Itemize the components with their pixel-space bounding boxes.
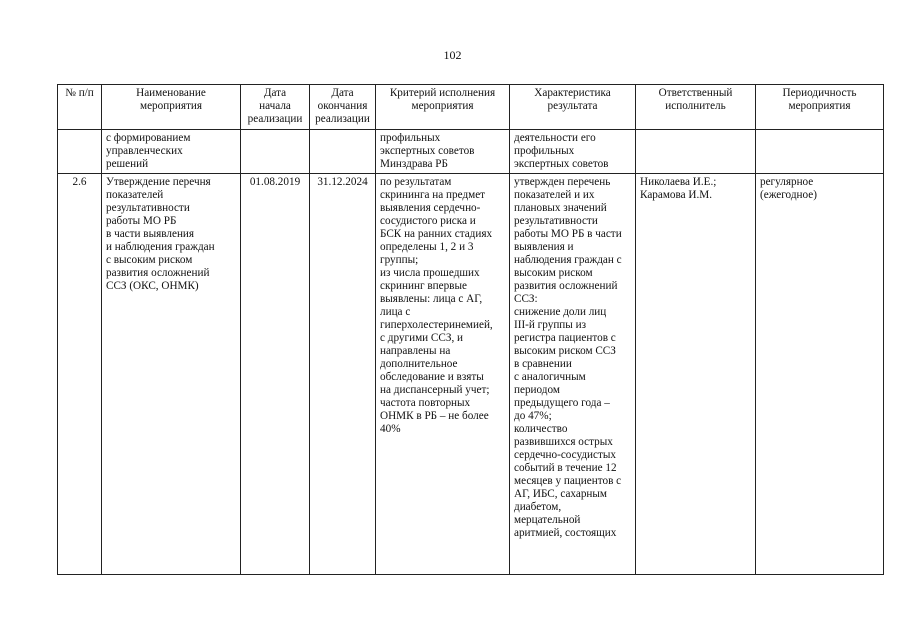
text-line: определены 1, 2 и 3 bbox=[380, 241, 474, 253]
text-line: аритмией, состоящих bbox=[514, 527, 617, 539]
text-line: решений bbox=[106, 158, 149, 170]
text-line: ССЗ: bbox=[514, 293, 538, 305]
header-event-name bbox=[102, 85, 241, 130]
text-line: исполнитель bbox=[665, 100, 726, 112]
text-line: результата bbox=[547, 100, 598, 112]
text-line: скрининг впервые bbox=[380, 280, 467, 292]
cell-start-date bbox=[241, 130, 310, 174]
text-line: гиперхолестеринемией, bbox=[380, 319, 493, 331]
text-line: работы МО РБ bbox=[106, 215, 177, 227]
text-line: в сравнении bbox=[514, 358, 572, 370]
header-responsible bbox=[636, 85, 756, 130]
text-line: утвержден перечень bbox=[514, 176, 611, 188]
text-line: Николаева И.Е.; bbox=[640, 176, 717, 188]
text-line: III-й группы из bbox=[514, 319, 587, 331]
text-line: АГ, ИБС, сахарным bbox=[514, 488, 608, 500]
cell-end-date bbox=[310, 130, 376, 174]
header-start-date bbox=[241, 85, 310, 130]
text-line: развития осложнений bbox=[514, 280, 618, 292]
text-line: диабетом, bbox=[514, 501, 562, 513]
text-line: наблюдения граждан с bbox=[514, 254, 622, 266]
cell-periodicity bbox=[756, 174, 884, 575]
text-line: показателей bbox=[106, 189, 164, 201]
page-number: 102 bbox=[443, 48, 462, 62]
text-line: дополнительное bbox=[380, 358, 458, 370]
header-criterion bbox=[376, 85, 510, 130]
cell-responsible bbox=[636, 174, 756, 575]
text-line: (ежегодное) bbox=[760, 189, 817, 201]
text-line: скрининга на предмет bbox=[380, 189, 486, 201]
cell-number: 2.6 bbox=[58, 174, 102, 575]
text-line: Дата bbox=[331, 87, 354, 99]
text-line: сосудистого риска и bbox=[380, 215, 476, 227]
cell-event-name bbox=[102, 130, 241, 174]
text-line: из числа прошедших bbox=[380, 267, 480, 279]
text-line: предыдущего года – bbox=[514, 397, 610, 409]
text-line: № п/п bbox=[65, 87, 94, 99]
text-line: с другими ССЗ, и bbox=[380, 332, 464, 344]
text-line: в части выявления bbox=[106, 228, 195, 240]
text-line: плановых значений bbox=[514, 202, 607, 214]
text-line: деятельности его bbox=[514, 132, 596, 144]
text-line: на диспансерный учет; bbox=[380, 384, 490, 396]
cell-periodicity bbox=[756, 130, 884, 174]
text-line: профильных bbox=[380, 132, 441, 144]
text-line: результативности bbox=[514, 215, 598, 227]
text-line: обследование и взяты bbox=[380, 371, 484, 383]
text-line: лица с bbox=[380, 306, 411, 318]
text-line: работы МО РБ в части bbox=[514, 228, 622, 240]
text-line: снижение доли лиц bbox=[514, 306, 607, 318]
header-end-date bbox=[310, 85, 376, 130]
text-line: Критерий исполнения bbox=[389, 87, 496, 99]
text-line: по результатам bbox=[380, 176, 452, 188]
text-line: выявления и bbox=[514, 241, 574, 253]
table-header-row bbox=[58, 85, 884, 130]
text-line: регистра пациентов с bbox=[514, 332, 616, 344]
text-line: реализации bbox=[247, 113, 303, 125]
text-line: БСК на ранних стадиях bbox=[380, 228, 493, 240]
text-line: периодом bbox=[514, 384, 560, 396]
text-line: развития осложнений bbox=[106, 267, 210, 279]
text-line: мероприятия bbox=[788, 100, 851, 112]
text-line: Периодичность bbox=[782, 87, 857, 99]
text-line: ОНМК в РБ – не более bbox=[380, 410, 489, 422]
text-line: группы; bbox=[380, 254, 419, 266]
text-line: Минздрава РБ bbox=[380, 158, 448, 170]
cell-event-name bbox=[102, 174, 241, 575]
text-line: направлены на bbox=[380, 345, 451, 357]
text-line: до 47%; bbox=[514, 410, 552, 422]
text-line: показателей и их bbox=[514, 189, 595, 201]
text-line: экспертных советов bbox=[380, 145, 475, 157]
cell-responsible bbox=[636, 130, 756, 174]
text-line: Карамова И.М. bbox=[640, 189, 713, 201]
header-number bbox=[58, 85, 102, 130]
text-line: окончания bbox=[317, 100, 368, 112]
text-line: с аналогичным bbox=[514, 371, 586, 383]
text-line: 40% bbox=[380, 423, 401, 435]
text-line: выявления сердечно- bbox=[380, 202, 481, 214]
text-line: частота повторных bbox=[380, 397, 471, 409]
text-line: развившихся острых bbox=[514, 436, 613, 448]
cell-criterion bbox=[376, 130, 510, 174]
text-line: Наименование bbox=[136, 87, 206, 99]
text-line: регулярное bbox=[760, 176, 814, 188]
header-periodicity bbox=[756, 85, 884, 130]
text-line: мероприятия bbox=[411, 100, 474, 112]
cell-criterion bbox=[376, 174, 510, 575]
cell-number bbox=[58, 130, 102, 174]
cell-result-characteristic bbox=[510, 130, 636, 174]
text-line: реализации bbox=[315, 113, 370, 125]
header-result-characteristic bbox=[510, 85, 636, 130]
table-row-continuation bbox=[58, 130, 884, 174]
text-line: начала bbox=[259, 100, 291, 112]
text-line: Утверждение перечня bbox=[106, 176, 211, 188]
text-line: экспертных советов bbox=[514, 158, 609, 170]
text-line: управленческих bbox=[106, 145, 183, 157]
text-line: Ответственный bbox=[658, 87, 733, 99]
text-line: количество bbox=[514, 423, 568, 435]
text-line: высоким риском ССЗ bbox=[514, 345, 616, 357]
text-line: выявлены: лица с АГ, bbox=[380, 293, 483, 305]
text-line: с высоким риском bbox=[106, 254, 193, 266]
text-line: ССЗ (ОКС, ОНМК) bbox=[106, 280, 199, 292]
text-line: профильных bbox=[514, 145, 575, 157]
text-line: и наблюдения граждан bbox=[106, 241, 215, 253]
text-line: с формированием bbox=[106, 132, 191, 144]
table-row-2-6 bbox=[58, 174, 884, 575]
cell-result-characteristic bbox=[510, 174, 636, 575]
text-line: мерцательной bbox=[514, 514, 581, 526]
cell-start-date: 01.08.2019 bbox=[241, 174, 310, 575]
cell-end-date: 31.12.2024 bbox=[310, 174, 376, 575]
action-plan-table bbox=[57, 84, 884, 575]
text-line: событий в течение 12 bbox=[514, 462, 617, 474]
text-line: Дата bbox=[263, 87, 287, 99]
text-line: сердечно-сосудистых bbox=[514, 449, 617, 461]
text-line: месяцев у пациентов с bbox=[514, 475, 622, 487]
text-line: мероприятия bbox=[140, 100, 202, 112]
text-line: Характеристика bbox=[534, 87, 611, 99]
text-line: результативности bbox=[106, 202, 190, 214]
text-line: высоким риском bbox=[514, 267, 593, 279]
